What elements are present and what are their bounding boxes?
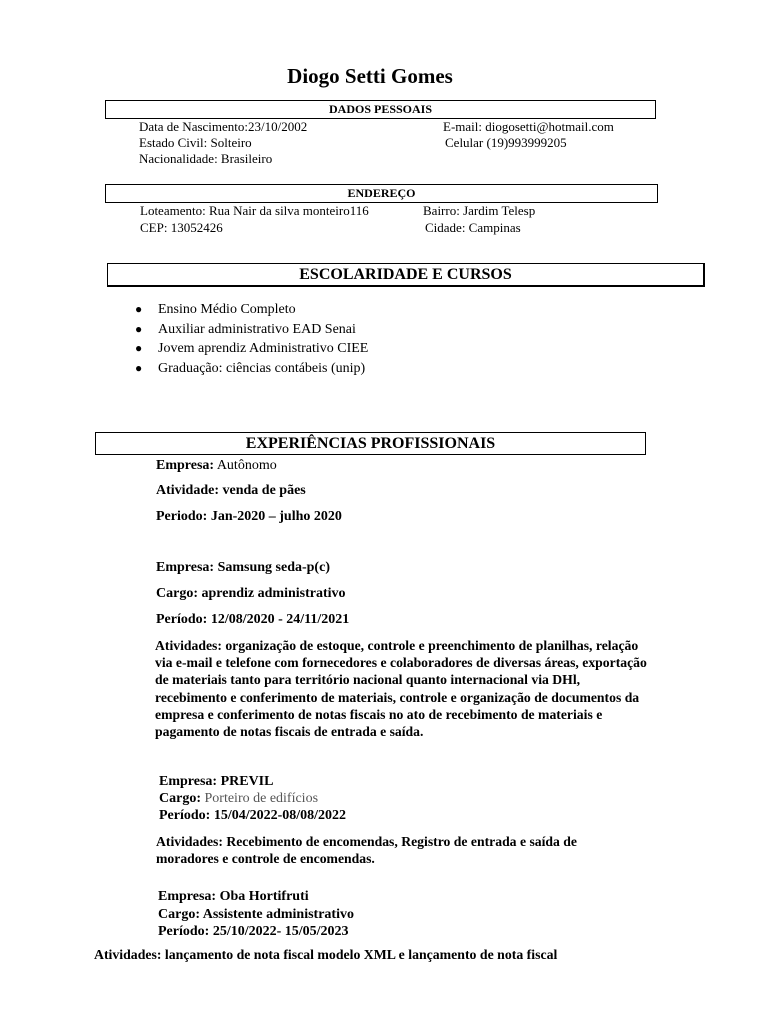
job3-cargo-value: Porteiro de edifícios	[204, 791, 319, 806]
bullet-icon: ●	[135, 302, 143, 316]
address-cep: CEP: 13052426	[140, 220, 223, 235]
job2-atividades: Atividades: organização de estoque, controle e preenchimento de planilhas, relação via e-mail e telefone com fornecedores e colaboradores de diversas áreas, exportação de materiais tanto para território nacional quanto internacional via DHl, recebimento e conferimento de materiais, controle e organização de documentos da empresa e conferimento de notas fiscais no ato de recebimento de materiais e pagamento de notas fiscais de entrada e saída.	[155, 638, 647, 740]
address-bairro: Bairro: Jardim Telesp	[423, 203, 536, 218]
job1-empresa	[156, 457, 277, 474]
job2-empresa: Empresa: Samsung seda-p(c)	[156, 560, 330, 575]
bullet-icon: ●	[135, 321, 143, 336]
job4-periodo: Período: 25/10/2022- 15/05/2023	[158, 924, 349, 939]
job4-atividades: Atividades: lançamento de nota fiscal modelo XML e lançamento de nota fiscal	[94, 947, 558, 962]
education-item: Jovem aprendiz Administrativo CIEE	[158, 341, 369, 356]
email: E-mail: diogosetti@hotmail.com	[443, 119, 614, 134]
address-street: Loteamento: Rua Nair da silva monteiro116	[140, 203, 369, 218]
job1-atividade: Atividade: venda de pães	[156, 483, 306, 498]
resume-name: Diogo Setti Gomes	[287, 64, 453, 88]
marital-status: Estado Civil: Solteiro	[139, 135, 252, 150]
education-list	[135, 300, 368, 378]
job4-cargo: Cargo: Assistente administrativo	[158, 907, 354, 922]
birth-date: Data de Nascimento:23/10/2002	[139, 119, 308, 134]
job2-cargo: Cargo: aprendiz administrativo	[156, 586, 346, 601]
job4-empresa: Empresa: Oba Hortifruti	[158, 889, 309, 904]
job3-cargo	[159, 790, 318, 807]
section-header-escolaridade: ESCOLARIDADE E CURSOS	[107, 263, 705, 287]
list-item	[135, 300, 368, 320]
bullet-icon: ●	[135, 360, 143, 375]
job3-cargo-label: Cargo:	[159, 791, 201, 806]
list-item	[135, 339, 368, 359]
job1-periodo: Periodo: Jan-2020 – julho 2020	[156, 509, 342, 524]
section-header-experiencias: EXPERIÊNCIAS PROFISSIONAIS	[95, 432, 646, 455]
job3-atividades: Atividades: Recebimento de encomendas, Registro de entrada e saída de moradores e controle de encomendas.	[156, 834, 577, 867]
list-item	[135, 320, 368, 340]
nationality: Nacionalidade: Brasileiro	[139, 151, 273, 166]
phone: Celular (19)993999205	[445, 135, 567, 150]
job3-periodo: Período: 15/04/2022-08/08/2022	[159, 808, 347, 823]
job2-periodo: Período: 12/08/2020 - 24/11/2021	[156, 612, 350, 627]
job3-empresa: Empresa: PREVIL	[159, 774, 274, 789]
bullet-icon: ●	[135, 341, 143, 355]
address-city: Cidade: Campinas	[425, 220, 521, 235]
job1-empresa-value: Autônomo	[216, 458, 277, 473]
list-item	[135, 359, 368, 379]
section-header-dados-pessoais: DADOS PESSOAIS	[105, 100, 656, 119]
education-item: Auxiliar administrativo EAD Senai	[158, 321, 356, 337]
job1-empresa-label: Empresa:	[156, 458, 215, 473]
education-item: Graduação: ciências contábeis (unip)	[158, 360, 366, 376]
education-item: Ensino Médio Completo	[158, 302, 296, 317]
section-header-endereco: ENDEREÇO	[105, 184, 658, 203]
